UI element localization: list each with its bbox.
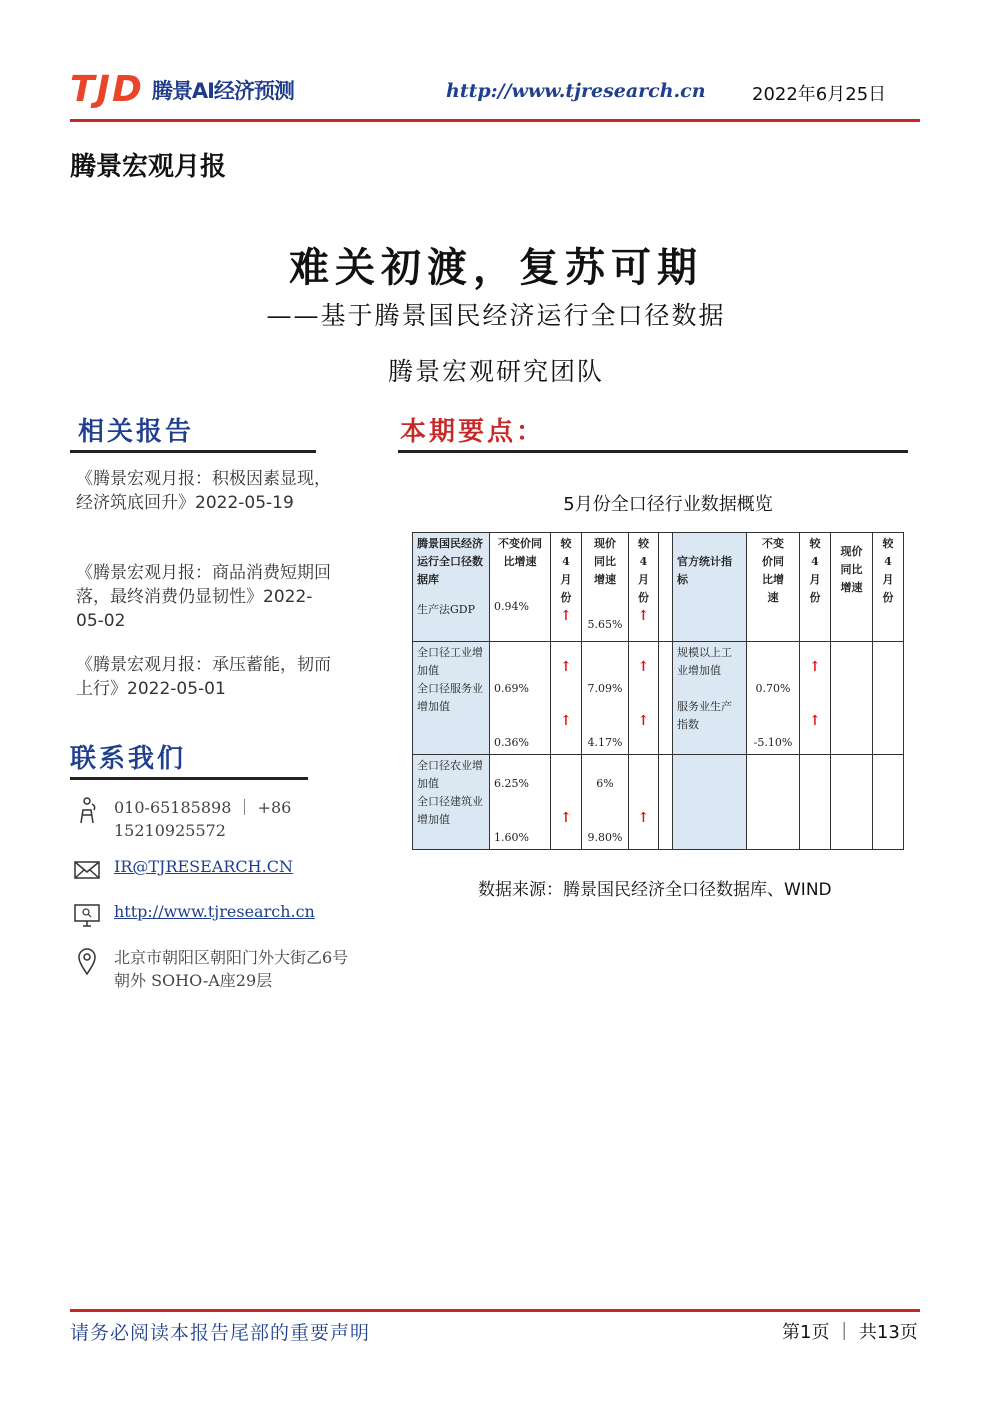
table-cell <box>582 642 629 755</box>
table-spacer-cell <box>659 642 673 755</box>
page-number: 第1页 ｜ 共13页 <box>782 1322 918 1343</box>
table-title: 5月份全口径行业数据概览 <box>563 494 773 515</box>
up-arrow-icon: ↑ <box>560 713 572 729</box>
row-label-industry: 全口径工业增加值 <box>417 646 483 677</box>
table-row <box>413 755 904 850</box>
footer-divider <box>70 1309 920 1312</box>
value-construction-current: 9.80% <box>587 831 623 844</box>
contact-website-link[interactable]: http://www.tjresearch.cn <box>114 902 315 921</box>
row-label-gdp: 生产法GDP <box>417 603 476 616</box>
report-title: 难关初渡，复苏可期 <box>289 244 703 291</box>
key-points-divider <box>398 450 908 453</box>
table-cell <box>673 755 747 850</box>
row-label-official-services: 服务业生产指数 <box>677 700 732 731</box>
related-report-link[interactable]: 《腾景宏观月报：积极因素显现，经济筑底回升》2022-05-19 <box>76 469 331 513</box>
report-subtitle: ——基于腾景国民经济运行全口径数据 <box>266 301 726 330</box>
table-cell <box>673 533 747 642</box>
header-official-const: 不变价同比增速 <box>762 537 784 604</box>
key-points-heading: 本期要点： <box>400 417 546 447</box>
contact-heading: 联系我们 <box>70 744 187 774</box>
header-official-current: 现价同比增速 <box>840 545 863 594</box>
table-cell <box>582 533 629 642</box>
row-label-construction: 全口径建筑业增加值 <box>417 795 483 826</box>
contact-email-link[interactable]: IR@TJRESEARCH.CN <box>114 857 293 876</box>
up-arrow-icon: ↑ <box>560 810 572 826</box>
disclaimer-notice: 请务必阅读本报告尾部的重要声明 <box>70 1322 371 1344</box>
value-services-current: 4.17% <box>587 736 623 749</box>
table-spacer-cell <box>659 533 673 642</box>
up-arrow-icon: ↑ <box>809 659 821 675</box>
monitor-icon <box>72 900 102 930</box>
table-cell <box>551 533 582 642</box>
contact-phone-row <box>72 796 294 842</box>
table-cell <box>490 533 551 642</box>
header-divider <box>70 119 920 122</box>
value-agriculture-const: 6.25% <box>494 777 529 790</box>
table-cell <box>747 642 800 755</box>
value-agriculture-current: 6% <box>596 777 614 790</box>
location-pin-icon <box>72 946 102 976</box>
site-url-link[interactable]: http://www.tjresearch.cn <box>446 80 706 102</box>
table-cell <box>831 755 873 850</box>
value-official-services-const: -5.10% <box>753 736 793 749</box>
mail-icon <box>72 855 102 885</box>
table-row <box>413 533 904 642</box>
table-cell <box>873 755 904 850</box>
table-cell <box>629 533 659 642</box>
table-cell <box>673 642 747 755</box>
up-arrow-icon: ↑ <box>560 608 572 624</box>
header-current-yoy: 现价同比增速 <box>594 537 616 586</box>
table-cell <box>629 642 659 755</box>
table-cell <box>873 642 904 755</box>
table-cell <box>873 533 904 642</box>
related-report-link[interactable]: 《腾景宏观月报：商品消费短期回落，最终消费仍显韧性》2022-05-02 <box>76 563 331 631</box>
table-cell <box>582 755 629 850</box>
industry-data-table <box>412 532 904 850</box>
phone-icon <box>72 796 102 826</box>
brand-logo <box>70 69 294 110</box>
related-reports-heading: 相关报告 <box>78 417 195 447</box>
row-label-agriculture: 全口径农业增加值 <box>417 759 483 790</box>
up-arrow-icon: ↑ <box>637 810 650 826</box>
table-cell <box>747 755 800 850</box>
header-indicator: 腾景国民经济运行全口径数据库 <box>417 537 483 586</box>
row-label-services: 全口径服务业增加值 <box>417 682 483 713</box>
table-cell <box>551 755 582 850</box>
value-gdp-current: 5.65% <box>587 618 623 631</box>
header-official: 官方统计指标 <box>677 555 732 586</box>
header-const-yoy: 不变价同比增速 <box>498 537 542 568</box>
author-team: 腾景宏观研究团队 <box>387 357 604 386</box>
table-row <box>413 642 904 755</box>
table-cell <box>413 533 490 642</box>
logo-name: 腾景AI经济预测 <box>151 79 294 103</box>
table-cell <box>413 642 490 755</box>
contact-address-row <box>72 946 354 992</box>
up-arrow-icon: ↑ <box>637 608 650 624</box>
table-cell <box>551 642 582 755</box>
table-spacer-cell <box>659 755 673 850</box>
table-cell <box>800 755 831 850</box>
table-cell <box>490 642 551 755</box>
value-services-const: 0.36% <box>494 736 529 749</box>
value-industry-current: 7.09% <box>587 682 623 695</box>
header-vs-april: 较4月份 <box>882 537 894 604</box>
up-arrow-icon: ↑ <box>809 713 821 729</box>
data-source-note: 数据来源：腾景国民经济全口径数据库、WIND <box>478 880 832 900</box>
related-divider <box>70 450 316 453</box>
value-official-industry-const: 0.70% <box>755 682 791 695</box>
table-cell <box>831 533 873 642</box>
report-date: 2022年6月25日 <box>752 84 887 105</box>
value-industry-const: 0.69% <box>494 682 529 695</box>
table-cell <box>831 642 873 755</box>
table-cell <box>800 642 831 755</box>
related-report-link[interactable]: 《腾景宏观月报：承压蓄能，韧而上行》2022-05-01 <box>76 655 331 699</box>
table-cell <box>629 755 659 850</box>
logo-mark: TJD <box>70 69 144 110</box>
table-cell <box>800 533 831 642</box>
header-vs-april: 较4月份 <box>638 537 649 604</box>
row-label-official-industry: 规模以上工业增加值 <box>677 646 732 677</box>
up-arrow-icon: ↑ <box>637 659 650 675</box>
header-vs-april: 较4月份 <box>809 537 821 604</box>
contact-email-row <box>72 855 354 885</box>
value-gdp-const: 0.94% <box>494 600 529 613</box>
header-vs-april: 较4月份 <box>560 537 572 604</box>
table-cell <box>413 755 490 850</box>
contact-address: 北京市朝阳区朝阳门外大街乙6号朝外 SOHO-A座29层 <box>114 948 349 990</box>
table-cell <box>747 533 800 642</box>
contact-divider <box>70 777 308 780</box>
contact-website-row <box>72 900 354 930</box>
contact-phone: 010-65185898 ｜ +86 15210925572 <box>114 798 292 840</box>
up-arrow-icon: ↑ <box>560 659 572 675</box>
value-construction-const: 1.60% <box>494 831 529 844</box>
series-title: 腾景宏观月报 <box>70 152 227 182</box>
up-arrow-icon: ↑ <box>637 713 650 729</box>
table-cell <box>490 755 551 850</box>
